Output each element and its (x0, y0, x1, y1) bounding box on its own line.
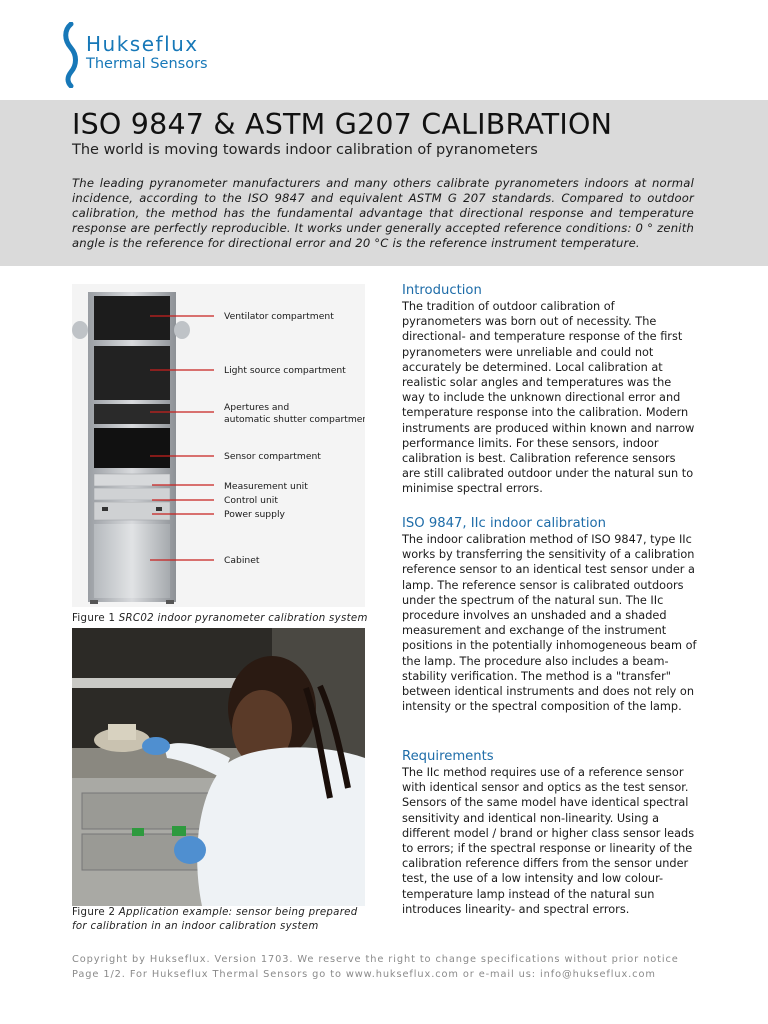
figure-1-caption-prefix: Figure 1 (72, 613, 116, 624)
figure-1-caption (72, 612, 368, 626)
intro-paragraph: The leading pyranometer manufacturers and many others calibrate pyranometers indoors at normal incidence, according to the ISO 9847 and equivalent ASTM G 207 standards. Compared to outdoor calibration, the method has the fundamental advantage that directional response and temperature response are perfectly reproducible. It works under generally accepted reference conditions: 0 ° zenith angle is the reference for directional error and 20 °C is the reference instrument temperature. (72, 176, 694, 250)
brand-name: Hukseflux (86, 32, 199, 56)
figure-1-caption-text: SRC02 indoor pyranometer calibration system (118, 613, 368, 624)
figure-2-photo (72, 628, 365, 906)
label-measurement: Measurement unit (224, 481, 308, 492)
figure-2-caption (72, 906, 358, 934)
label-cabinet: Cabinet (224, 555, 260, 566)
footer-copyright: Copyright by Hukseflux. Version 1703. We reserve the right to change specifications without prior notice (72, 954, 679, 965)
footer-contact: Page 1/2. For Hukseflux Thermal Sensors go to www.hukseflux.com or e-mail us: info@hukseflux.com (72, 969, 656, 980)
label-light-source: Light source compartment (224, 365, 346, 376)
introduction-heading: Introduction (402, 283, 482, 298)
iso-9847-body: The indoor calibration method of ISO 9847, type IIc works by transferring the sensitivity of a calibration reference sensor to an identical test sensor under a lamp. The reference sensor is calibrated outdoors under the spectrum of the natural sun. The IIc procedure involves an unshaded and a shaded measurement and exchange of the instrument positions in the potentially inhomogeneous beam of the lamp. The procedure also includes a beam-stability verification. The method is a "transfer" between identical instruments and does not rely on intensity or the spectral composition of the lamp. (402, 533, 697, 714)
figure-2-caption-prefix: Figure 2 (72, 907, 116, 918)
label-sensor: Sensor compartment (224, 451, 321, 462)
section-introduction (402, 283, 697, 497)
section-iso-9847 (402, 516, 697, 714)
brand-subtitle: Thermal Sensors (86, 56, 208, 72)
figure-2-caption-line-2: for calibration in an indoor calibration system (72, 921, 319, 932)
hukseflux-logo-mark-icon (62, 22, 82, 88)
label-power: Power supply (224, 509, 285, 520)
label-ventilator: Ventilator compartment (224, 311, 334, 322)
figure-2-caption-line-1: Application example: sensor being prepared (118, 907, 358, 918)
iso-9847-heading: ISO 9847, IIc indoor calibration (402, 516, 606, 531)
label-apertures-1: Apertures and (224, 402, 290, 413)
introduction-body: The tradition of outdoor calibration of pyranometers was born out of necessity. The directional- and temperature response of the first pyranometers were unreliable and could not accurately be determined. Local calibration at realistic solar angles and temperatures was the way to include the unknown directional error and temperature response into the calibration. Modern instruments are produced within known and narrow performance limits. For these sensors, indoor calibration is best. Calibration reference sensors are still calibrated outdoor under the natural sun to minimise spectral errors. (402, 300, 695, 496)
section-requirements (402, 749, 697, 917)
label-apertures-2: automatic shutter compartment (224, 414, 365, 425)
requirements-heading: Requirements (402, 749, 494, 764)
page-title: ISO 9847 & ASTM G207 CALIBRATION (72, 108, 613, 141)
application-photo-illustration (72, 628, 365, 906)
hukseflux-logo (62, 22, 242, 88)
requirements-body: The IIc method requires use of a reference sensor with identical sensor and optics as the test sensor. Sensors of the same model have identical spectral sensitivity and identical non-linearity. Using a different model / brand or higher class sensor leads to errors; if the spectral response or linearity of the calibration reference differs from the sensor under test, the use of a low intensity and low colour-temperature lamp instead of the natural sun introduces linearity- and spectral errors. (402, 766, 695, 916)
page-subtitle: The world is moving towards indoor calibration of pyranometers (72, 142, 538, 158)
label-control: Control unit (224, 495, 278, 506)
figure-1-image (72, 284, 365, 607)
page-footer (72, 952, 679, 982)
calibration-system-illustration (72, 284, 365, 607)
